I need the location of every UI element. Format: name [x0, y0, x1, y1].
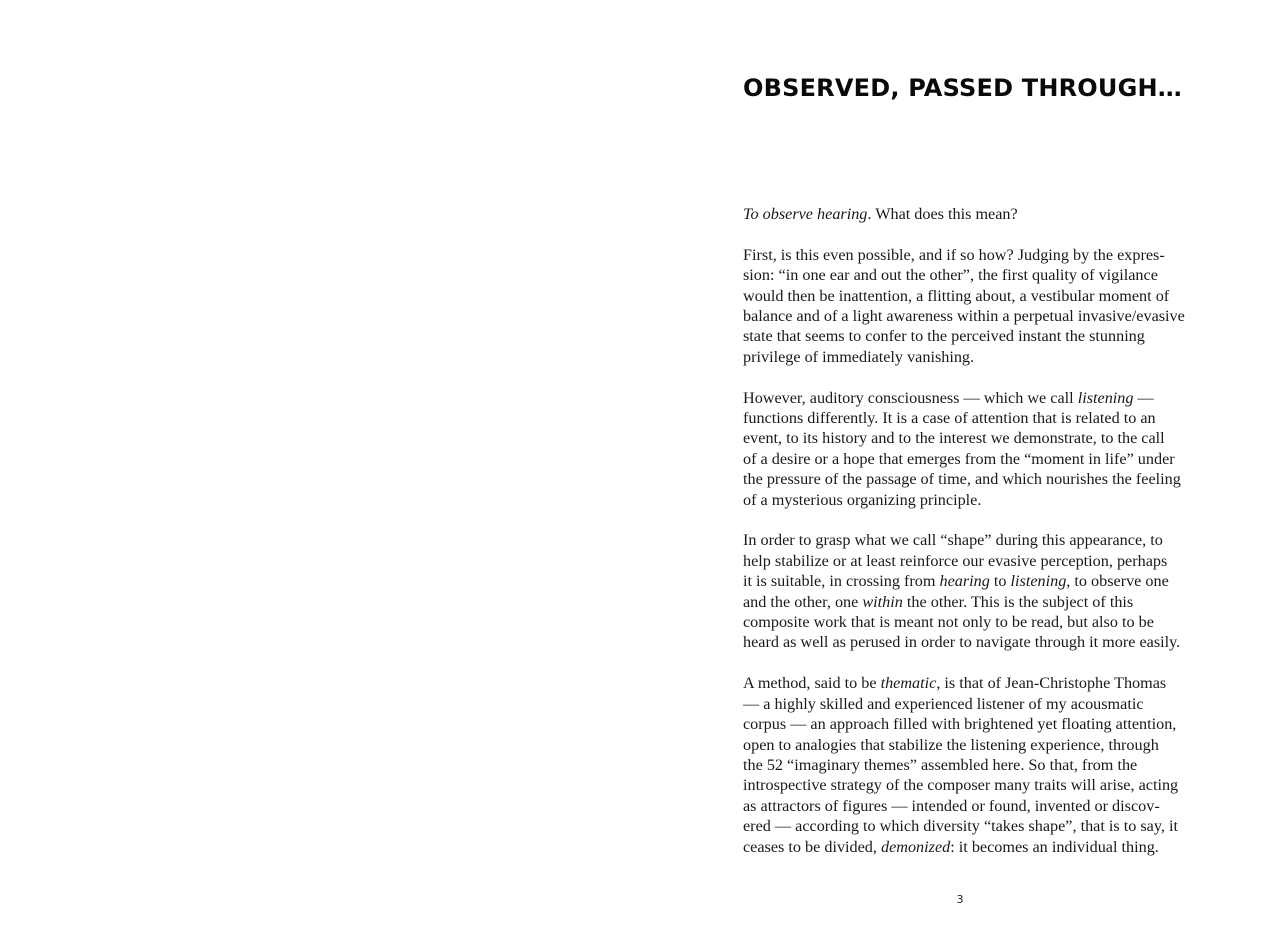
italic-text: within — [862, 592, 903, 611]
text-run: state that seems to confer to the perceived instant the stunning — [743, 327, 1145, 346]
text-run: corpus — an approach filled with brightened yet floating attention, — [743, 715, 1177, 734]
page-number: 3 — [956, 893, 964, 906]
text-run: : it becomes an individual thing. — [950, 837, 1159, 856]
text-line — [743, 449, 1203, 469]
text-run: and the other, one — [743, 592, 863, 611]
text-run: . What does this mean? — [867, 205, 1018, 223]
text-line — [743, 490, 1203, 510]
text-run: sion: “in one ear and out the other”, the first quality of vigilance — [743, 266, 1158, 285]
text-run: to — [989, 572, 1011, 591]
text-line — [743, 755, 1203, 775]
paragraph — [743, 530, 1203, 652]
paragraph — [743, 388, 1203, 510]
text-line — [743, 286, 1203, 306]
text-run: of a desire or a hope that emerges from the “moment in life” under — [743, 449, 1175, 468]
text-run: functions differently. It is a case of attention that is related to an — [743, 409, 1156, 428]
text-line — [743, 428, 1203, 448]
body-text — [743, 204, 1203, 877]
text-run: it is suitable, in crossing from — [743, 572, 940, 591]
text-line — [743, 694, 1203, 714]
text-line — [743, 796, 1203, 816]
text-run: composite work that is meant not only to be read, but also to be — [743, 613, 1154, 632]
text-run: help stabilize or at least reinforce our evasive perception, perhaps — [743, 551, 1168, 570]
text-line — [743, 265, 1203, 285]
italic-text: To observe hearing — [743, 205, 868, 223]
text-run: balance and of a light awareness within a perpetual invasive/evasive — [743, 307, 1185, 326]
text-run: However, auditory consciousness — which we call — [743, 388, 1078, 407]
text-run: of a mysterious organizing principle. — [743, 490, 982, 509]
italic-text: listening — [1077, 388, 1134, 407]
text-line — [743, 632, 1203, 652]
italic-text: hearing — [939, 572, 990, 591]
paragraph — [743, 673, 1203, 857]
text-line — [743, 204, 1203, 224]
text-run: the 52 “imaginary themes” assembled here. So that, from the — [743, 755, 1138, 774]
text-run: privilege of immediately vanishing. — [743, 347, 975, 366]
text-run: ceases to be divided, — [743, 837, 881, 856]
text-run: heard as well as perused in order to navigate through it more easily. — [743, 633, 1181, 652]
text-run: the pressure of the passage of time, and which nourishes the feeling — [743, 470, 1181, 489]
text-run: event, to its history and to the interest we demonstrate, to the call — [743, 429, 1165, 448]
paragraph — [743, 245, 1203, 367]
text-run: A method, said to be — [743, 674, 881, 693]
text-line — [743, 571, 1203, 591]
italic-text: thematic — [880, 674, 937, 693]
text-line — [743, 612, 1203, 632]
text-line — [743, 347, 1203, 367]
text-line — [743, 306, 1203, 326]
text-run: as attractors of figures — intended or found, invented or discov- — [743, 796, 1160, 815]
text-line — [743, 816, 1203, 836]
text-line — [743, 592, 1203, 612]
text-line — [743, 551, 1203, 571]
text-line — [743, 408, 1203, 428]
text-run: open to analogies that stabilize the listening experience, through — [743, 735, 1159, 754]
text-line — [743, 775, 1203, 795]
text-run: In order to grasp what we call “shape” during this appearance, to — [743, 531, 1163, 550]
text-line — [743, 469, 1203, 489]
italic-text: listening — [1010, 572, 1067, 591]
text-line — [743, 245, 1203, 265]
text-run: , is that of Jean-Christophe Thomas — [936, 674, 1167, 693]
text-run: introspective strategy of the composer many traits will arise, acting — [743, 776, 1179, 795]
text-line — [743, 735, 1203, 755]
text-line — [743, 714, 1203, 734]
text-run: — — [1133, 388, 1154, 407]
text-run: the other. This is the subject of this — [902, 592, 1134, 611]
text-run: First, is this even possible, and if so how? Judging by the expres- — [743, 245, 1165, 264]
text-run: , to observe one — [1066, 572, 1169, 591]
chapter-title: OBSERVED, PASSED THROUGH… — [743, 74, 1182, 102]
text-line — [743, 530, 1203, 550]
italic-text: demonized — [881, 837, 951, 856]
text-run: — a highly skilled and experienced listener of my acousmatic — [743, 694, 1144, 713]
text-line — [743, 388, 1203, 408]
text-line — [743, 326, 1203, 346]
text-run: would then be inattention, a flitting about, a vestibular moment of — [743, 286, 1170, 305]
paragraph — [743, 204, 1203, 224]
text-line — [743, 673, 1203, 693]
text-line — [743, 837, 1203, 857]
text-run: ered — according to which diversity “takes shape”, that is to say, it — [743, 817, 1178, 836]
right-page — [640, 0, 1280, 949]
